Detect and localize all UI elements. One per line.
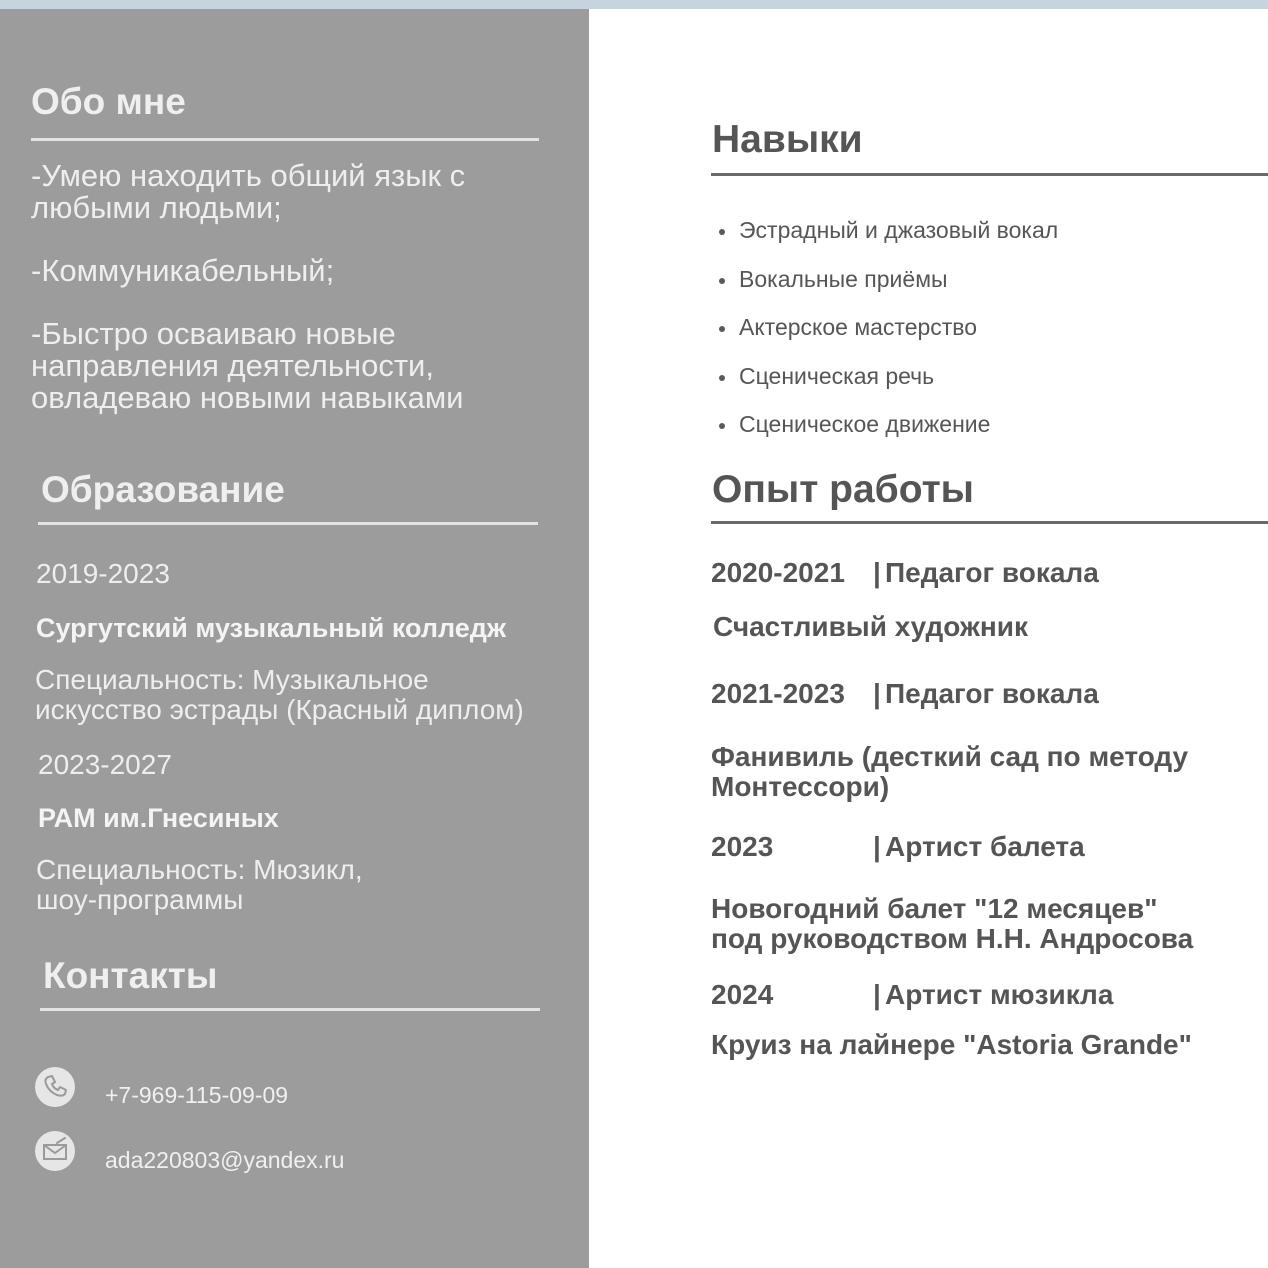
education-heading: Образование xyxy=(41,469,285,510)
job-role: Педагог вокала xyxy=(885,557,1099,588)
skill-item: Эстрадный и джазовый вокал xyxy=(713,216,1058,265)
job-place-line: под руководством Н.Н. Андросова xyxy=(711,923,1194,954)
education-specialty-line: шоу-программы xyxy=(36,884,244,915)
job-place-line: Новогодний балет "12 месяцев" xyxy=(711,893,1158,924)
job-separator: | xyxy=(873,831,881,862)
education-divider xyxy=(38,522,538,525)
about-line: любыми людьми; xyxy=(31,190,282,225)
skills-heading: Навыки xyxy=(712,118,863,161)
top-strip xyxy=(0,0,1268,9)
job-place xyxy=(711,1030,1192,1060)
skills-divider xyxy=(711,173,1268,176)
about-line: направления деятельности, xyxy=(31,348,434,383)
skill-item: Сценическое движение xyxy=(713,410,1058,459)
education-specialty xyxy=(35,665,524,725)
education-specialty-line: Специальность: Мюзикл, xyxy=(36,854,363,885)
job-place xyxy=(711,894,1193,954)
education-specialty-line: искусство эстрады (Красный диплом) xyxy=(35,694,524,725)
job-place-line: Фанивиль (десткий сад по методу xyxy=(711,741,1189,772)
job-place xyxy=(711,742,1188,802)
phone-number[interactable]: +7-969-115-09-09 xyxy=(105,1082,289,1108)
job-separator: | xyxy=(873,979,881,1010)
about-line: -Коммуникабельный; xyxy=(31,253,335,288)
job-years: 2020-2021 xyxy=(711,557,845,588)
contacts-heading: Контакты xyxy=(43,955,218,996)
skill-item: Сценическая речь xyxy=(713,362,1058,411)
about-line: -Умею находить общий язык с xyxy=(31,158,466,193)
job-years: 2021-2023 xyxy=(711,678,845,709)
education-years: 2023-2027 xyxy=(38,749,172,780)
experience-heading: Опыт работы xyxy=(712,468,974,511)
job-years: 2023 xyxy=(711,831,774,862)
skills-list xyxy=(713,216,1058,459)
education-school: Сургутский музыкальный колледж xyxy=(36,613,507,643)
about-divider xyxy=(31,138,539,141)
job-years: 2024 xyxy=(711,979,774,1010)
education-specialty-line: Специальность: Музыкальное xyxy=(35,664,429,695)
job-title-row xyxy=(711,679,1099,709)
job-separator: | xyxy=(873,557,881,588)
contacts-divider xyxy=(40,1008,540,1011)
job-place-line: Счастливый художник xyxy=(713,611,1028,642)
job-place-line: Круиз на лайнере "Astoria Grande" xyxy=(711,1029,1192,1060)
job-place-line: Монтессори) xyxy=(711,771,890,802)
envelope-icon xyxy=(35,1131,75,1171)
job-place xyxy=(713,612,1028,642)
about-text xyxy=(31,160,465,414)
education-school: РАМ им.Гнесиных xyxy=(38,803,279,833)
about-heading: Обо мне xyxy=(31,81,186,122)
job-role: Артист мюзикла xyxy=(885,979,1114,1010)
phone-icon xyxy=(35,1067,75,1107)
sidebar xyxy=(0,9,589,1268)
job-role: Педагог вокала xyxy=(885,678,1099,709)
about-line: -Быстро осваиваю новые xyxy=(31,316,396,351)
job-title-row xyxy=(711,980,1113,1010)
job-separator: | xyxy=(873,678,881,709)
education-specialty xyxy=(36,855,363,915)
skill-item: Вокальные приёмы xyxy=(713,265,1058,314)
about-line: овладеваю новыми навыками xyxy=(31,380,464,415)
education-years: 2019-2023 xyxy=(36,558,170,589)
job-title-row xyxy=(711,558,1099,588)
email-address[interactable]: ada220803@yandex.ru xyxy=(105,1147,345,1173)
job-title-row xyxy=(711,832,1085,862)
skill-item: Актерское мастерство xyxy=(713,313,1058,362)
experience-divider xyxy=(711,521,1268,524)
job-role: Артист балета xyxy=(885,831,1085,862)
